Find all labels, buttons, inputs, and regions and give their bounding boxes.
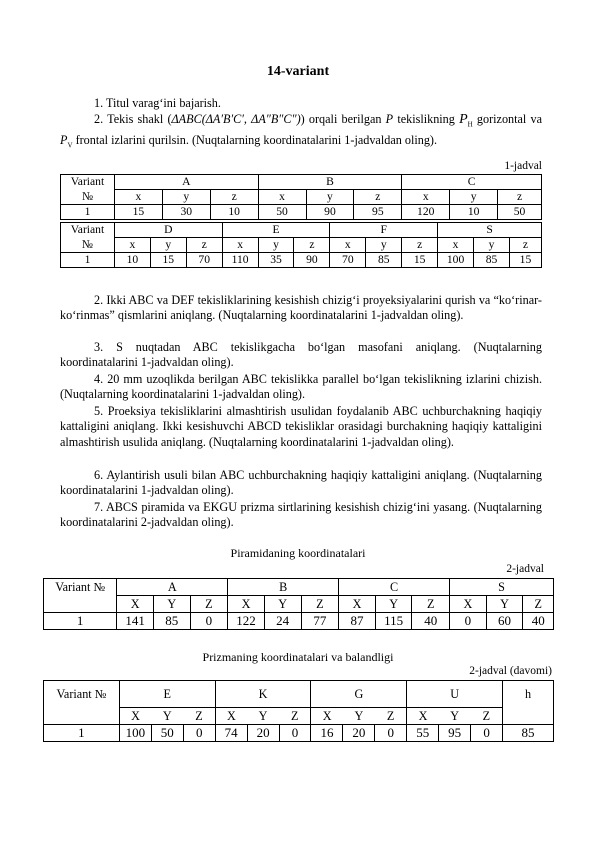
table3-axis: Z [279,707,311,724]
table2-axis: Z [412,596,450,613]
table1-cell: 100 [438,253,474,268]
table1-value-row [61,253,542,268]
plane-pv-symbol: P [60,132,68,147]
table2-cell: 85 [153,613,190,630]
table-2 [43,578,554,630]
table3-cell: 100 [119,724,151,741]
table1-cell: 10 [210,205,258,220]
table2-axis: X [228,596,265,613]
table1-group-s: S [438,223,542,238]
table1-cell: 10 [450,205,498,220]
table2-heading: Piramidaning koordinatalari [230,546,366,560]
table2-group-c: C [339,579,450,596]
table2-group-s: S [450,579,554,596]
task-7 [60,468,542,499]
table2-axis: Y [375,596,412,613]
table3-group-g: G [311,681,407,708]
table2-axis: Z [301,596,339,613]
plane-ph-subscript: H [467,120,473,129]
task-3-text: 2. Ikki ABC va DEF tekisliklarining kesishish chizig‘i proyeksiyalarini qurish va “ko‘rinar-ko‘rinmas” qismlarini aniqlang. (Nuqtalarning koordinatalarini 1-jadvaldan oling). [60,293,542,323]
table2-cell: 87 [339,613,376,630]
table1-cell: 95 [354,205,402,220]
table3-value-row [44,724,554,741]
table1-no-header: № [61,238,115,253]
table1-group-d: D [114,223,222,238]
table2-value-row [44,613,554,630]
table1-cell: 1 [61,205,115,220]
table2-cell: 60 [486,613,523,630]
table2-empty-cell [44,596,117,613]
table2-cell: 40 [412,613,450,630]
table1-value-row [61,205,542,220]
table-3 [43,680,554,742]
table1-cell: 50 [498,205,542,220]
table1-axis: x [114,238,150,253]
table-1 [60,174,542,220]
table2-axis: Z [190,596,228,613]
task-8-text: 7. ABCS piramida va EKGU prizma sirtlarining kesishish chizig‘ini yasang. (Nuqtalarning koordinatalarini 2-jadvaldan oling). [60,500,542,530]
table3-cell: 74 [215,724,247,741]
table3-axis: Y [343,707,375,724]
task-1-text: 1. Titul varag‘ini bajarish. [94,96,221,110]
table2-cell: 24 [264,613,301,630]
table3-heading: Prizmaning koordinatalari va balandligi [202,650,394,664]
table3-cell: 0 [279,724,311,741]
table3-axis: Y [151,707,183,724]
table-1-bottom [60,222,542,268]
table1-group-e: E [222,223,330,238]
table3-cell: 20 [247,724,279,741]
table2-cell: 77 [301,613,339,630]
table1-axis: y [306,190,354,205]
table1-axis: x [258,190,306,205]
table1-cell: 50 [258,205,306,220]
table2-axis: Y [264,596,301,613]
table3-cell: 95 [439,724,471,741]
table2-variant-header: Variant № [44,579,117,596]
task-1 [60,96,542,111]
table2-axis: Y [486,596,523,613]
table1-cell: 30 [162,205,210,220]
task-2-part5: frontal izlarini qurilsin. (Nuqtalarning koordinatalarini 1-jadvaldan oling). [75,132,438,147]
table1-cell: 1 [61,253,115,268]
table3-cell: 0 [183,724,215,741]
table3-cell: 0 [471,724,503,741]
task-2-part1: 2. Tekis shakl ( [94,112,172,126]
table3-group-u: U [407,681,503,708]
table3-axis-row [44,707,554,724]
table2-axis: Y [153,596,190,613]
table2-cell: 0 [190,613,228,630]
table3-cell: 1 [44,724,120,741]
table3-caption: 2-jadval (davomi) [469,665,552,677]
plane-p-symbol: P [385,112,394,126]
table3-cell: 85 [503,724,554,741]
table1-group-a: A [114,175,258,190]
table1-axis: x [402,190,450,205]
table2-axis-row [44,596,554,613]
table1-cell: 120 [402,205,450,220]
table1-group-f: F [330,223,438,238]
table1-axis: x [222,238,258,253]
table1-axis: y [150,238,186,253]
table1-axis: z [354,190,402,205]
table3-cell: 50 [151,724,183,741]
task-4-text: 3. S nuqtadan ABC tekislikgacha bo‘lgan masofani aniqlang. (Nuqtalarning koordinatalarini 1-jadvaldan oling). [60,340,542,370]
task-2 [60,112,542,154]
table1-cell: 90 [306,205,354,220]
table1-cell: 85 [474,253,510,268]
table3-empty-cell [44,707,120,724]
table1-cell: 85 [366,253,402,268]
table1-group-row [61,175,542,190]
table3-axis: X [407,707,439,724]
table1-axis-row [61,238,542,253]
table3-cell: 16 [311,724,343,741]
table1-cell: 70 [330,253,366,268]
table2-group-row [44,579,554,596]
task-3 [60,293,542,324]
table1-cell: 15 [402,253,438,268]
task-6-text: 5. Proeksiya tekisliklarini almashtirish usulidan foydalanib ABC uchburchakning haqiqiy kattaligini aniqlang. Ikki kesishuvchi ABCD tekisliklar orasidagi burchakning haqiqiy kattaligini almashtirish usulida aniqlang. (Nuqtalarning koordinatalarini 1-jadvaldan oling). [60,404,542,449]
table1-cell: 10 [114,253,150,268]
table1-axis: x [114,190,162,205]
table3-group-k: K [215,681,311,708]
table3-axis: Z [471,707,503,724]
table1-cell: 70 [186,253,222,268]
table1-axis: z [294,238,330,253]
table2-group-b: B [228,579,339,596]
page-title: 14-variant [266,64,330,79]
table1-axis-row [61,190,542,205]
table3-variant-header: Variant № [44,681,120,708]
table1-cell: 110 [222,253,258,268]
table2-cell: 1 [44,613,117,630]
table1-axis: x [438,238,474,253]
table3-axis: Y [247,707,279,724]
task-8 [60,500,542,531]
table1-axis: y [366,238,402,253]
table2-cell: 0 [450,613,487,630]
table1-cell: 90 [294,253,330,268]
table1-cell: 15 [150,253,186,268]
task-4 [60,340,542,371]
table3-cell: 20 [343,724,375,741]
table3-group-row [44,681,554,708]
table1-axis: z [509,238,541,253]
table3-axis: Z [375,707,407,724]
table1-group-c: C [402,175,542,190]
table2-axis: Z [523,596,554,613]
table1-variant-header: Variant [61,175,115,190]
table1-axis: y [258,238,294,253]
task-7-text: 6. Aylantirish usuli bilan ABC uchburchakning haqiqiy kattaligini aniqlang. (Nuqtalarning koordinatalarini 1-jadvaldan oling). [60,468,542,498]
table1-cell: 15 [114,205,162,220]
table3-axis: X [311,707,343,724]
table3-cell: 0 [375,724,407,741]
table2-caption: 2-jadval [506,563,544,575]
table1-axis: y [450,190,498,205]
table2-axis: X [117,596,154,613]
table3-empty-cell [503,707,554,724]
table1-cell: 35 [258,253,294,268]
table3-axis: X [119,707,151,724]
task-5 [60,372,542,403]
table1-axis: z [210,190,258,205]
task-2-part2: ) orqali berilgan [300,112,382,126]
table1-no-header: № [61,190,115,205]
task-5-text: 4. 20 mm uzoqlikda berilgan ABC tekislikka parallel bo‘lgan tekislikning izlarini chizish. (Nuqtalarning koordinatalarini 1-jadvaldan oling). [60,372,542,402]
task-2-part4: gorizontal va [476,112,543,126]
table1-axis: y [162,190,210,205]
table2-axis: X [450,596,487,613]
table1-group-b: B [258,175,402,190]
table1-axis: y [474,238,510,253]
table3-group-e: E [119,681,215,708]
table3-axis: Z [183,707,215,724]
table3-cell: 55 [407,724,439,741]
table1-axis: x [330,238,366,253]
table3-axis: Y [439,707,471,724]
table1-cell: 15 [509,253,541,268]
table1-axis: z [186,238,222,253]
task-2-formula: ΔABC(ΔA′B′C′, ΔA″B″C″) [171,112,301,126]
table2-cell: 115 [375,613,412,630]
plane-ph-symbol: P [459,112,468,127]
table1-axis: z [402,238,438,253]
table2-cell: 122 [228,613,265,630]
table2-axis: X [339,596,376,613]
task-6 [60,404,542,450]
table3-group-h: h [503,681,554,708]
table1-caption: 1-jadval [504,160,542,172]
table2-group-a: A [117,579,228,596]
plane-pv-subscript: V [67,141,73,150]
table3-axis: X [215,707,247,724]
table1-group-row [61,223,542,238]
table2-cell: 141 [117,613,154,630]
task-2-part3: tekislikning [397,112,455,126]
table1-variant-header: Variant [61,223,115,238]
table1-axis: z [498,190,542,205]
table2-cell: 40 [523,613,554,630]
